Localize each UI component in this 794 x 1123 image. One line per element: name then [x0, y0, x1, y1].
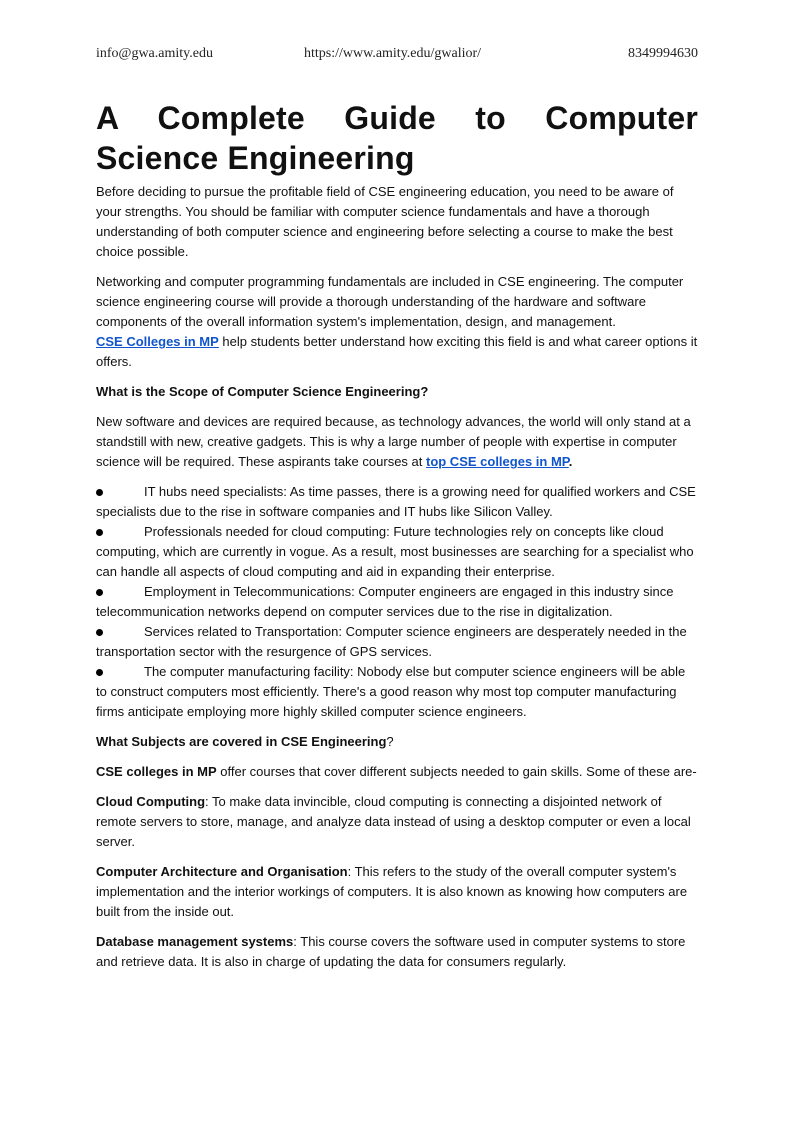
bullet-icon	[96, 589, 103, 596]
subjects-heading-end: ?	[386, 734, 394, 749]
bullet-text: Services related to Transportation: Computer science engineers are desperately needed in the transportation sector with the resurgence of GPS services.	[96, 624, 687, 659]
bullet-icon	[96, 489, 103, 496]
scope-text: New software and devices are required because, as technology advances, the world will only stand at a standstill with new, creative gadgets. This is why a large number of people with expertise in computer science will be required. These aspirants take courses at	[96, 414, 691, 469]
subjects-heading-text: What Subjects are covered in CSE Engineering	[96, 734, 387, 749]
bullet-icon	[96, 529, 103, 536]
scope-bullet-list	[96, 482, 698, 722]
subject-desc: : To make data invincible, cloud computing is connecting a disjointed network of remote servers to store, manage, and analyze data instead of using a desktop computer or even a local server.	[96, 794, 691, 849]
subject-name: Computer Architecture and Organisation	[96, 864, 348, 879]
subject-desc: : This course covers the software used in computer systems to store and retrieve data. It is also in charge of updating the data for consumers regularly.	[96, 934, 686, 969]
list-item	[96, 482, 698, 522]
overview-paragraph	[96, 272, 698, 372]
list-item	[96, 622, 698, 662]
scope-paragraph	[96, 412, 698, 472]
subjects-intro-bold: CSE colleges in MP	[96, 764, 217, 779]
header-phone: 8349994630	[628, 46, 698, 61]
list-item	[96, 522, 698, 582]
page-header	[96, 46, 698, 66]
overview-text: Networking and computer programming fundamentals are included in CSE engineering. The computer science engineering course will provide a thorough understanding of the hardware and software components of the overall information system's implementation, design, and management.	[96, 274, 684, 329]
intro-paragraph: Before deciding to pursue the profitable field of CSE engineering education, you need to be aware of your strengths. You should be familiar with computer science fundamentals and have a thorough understanding of both computer science and engineering before selecting a course to make the best choice possible.	[96, 184, 674, 259]
header-email: info@gwa.amity.edu	[96, 46, 213, 61]
overview-text-after: help students better understand how exciting this field is and what career options it offers.	[96, 334, 698, 369]
bullet-text: The computer manufacturing facility: Nobody else but computer science engineers will be able to construct computers most efficiently. There's a good reason why most top computer manufacturing firms anticipate employing more highly skilled computer science engineers.	[96, 664, 686, 719]
subjects-intro-text: offer courses that cover different subjects needed to gain skills. Some of these are-	[216, 764, 697, 779]
scope-period: .	[568, 454, 573, 469]
list-item	[96, 582, 698, 622]
subject-database-management	[96, 932, 698, 972]
list-item	[96, 662, 698, 722]
bullet-text: IT hubs need specialists: As time passes, there is a growing need for qualified workers and CSE specialists due to the rise in software companies and IT hubs like Silicon Valley.	[96, 484, 696, 519]
scope-heading: What is the Scope of Computer Science Engineering?	[96, 384, 429, 399]
bullet-icon	[96, 629, 103, 636]
bullet-text: Employment in Telecommunications: Computer engineers are engaged in this industry since telecommunication networks depend on computer services due to the rise in digitalization.	[96, 584, 674, 619]
page-title: A Complete Guide to Computer Science Engineering	[96, 100, 698, 176]
subject-cloud-computing	[96, 792, 698, 852]
subjects-heading	[96, 732, 698, 752]
header-url: https://www.amity.edu/gwalior/	[304, 46, 482, 61]
subject-desc: : This refers to the study of the overall computer system's implementation and the interior workings of computers. It is also known as knowing how computers are built from the inside out.	[96, 864, 688, 919]
bullet-text: Professionals needed for cloud computing: Future technologies rely on concepts like cloud computing, which are currently in vogue. As a result, most businesses are searching for a specialist who can handle all aspects of cloud computing and aid in expanding their enterprise.	[96, 524, 694, 579]
subject-name: Database management systems	[96, 934, 294, 949]
subject-name: Cloud Computing	[96, 794, 206, 809]
subjects-intro	[96, 762, 698, 782]
article-body	[96, 98, 698, 982]
cse-colleges-mp-link[interactable]: CSE Colleges in MP	[96, 334, 219, 349]
subject-computer-architecture	[96, 862, 698, 922]
bullet-icon	[96, 669, 103, 676]
top-cse-colleges-mp-link[interactable]: top CSE colleges in MP	[425, 454, 569, 469]
